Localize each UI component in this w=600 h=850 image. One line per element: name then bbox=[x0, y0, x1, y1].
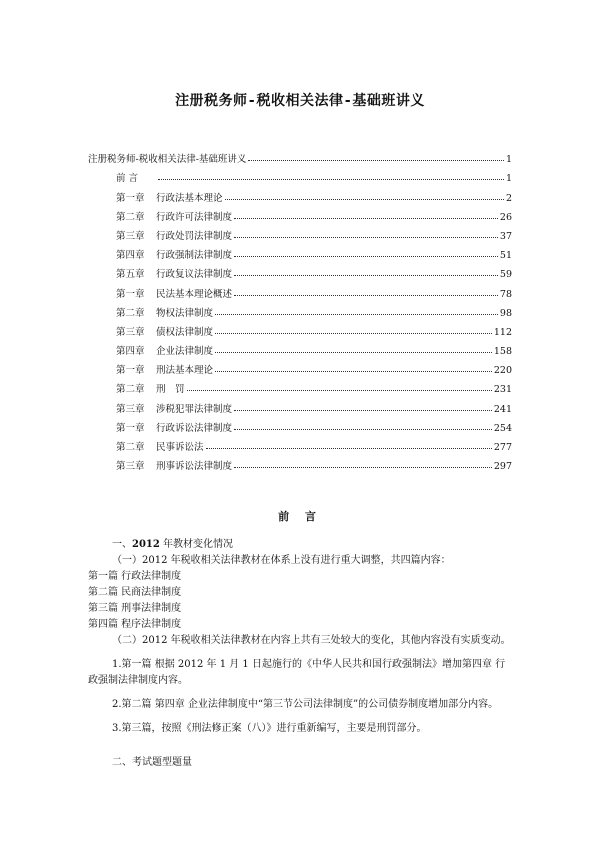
toc-entry-chapter: 第二章 bbox=[116, 442, 145, 453]
part-item: 第三篇 刑事法律制度 bbox=[88, 603, 182, 614]
toc-entry[interactable] bbox=[88, 434, 512, 453]
toc-entry-title: 民事诉讼法 bbox=[156, 442, 204, 453]
toc-leader-dots bbox=[234, 256, 498, 257]
toc-entry[interactable] bbox=[88, 184, 512, 203]
toc-entry-title: 涉税犯罪法律制度 bbox=[156, 403, 233, 415]
toc-leader-dots bbox=[215, 314, 498, 315]
toc-entry-chapter: 第一章 bbox=[116, 192, 145, 204]
toc-entry-page: 98 bbox=[499, 307, 512, 319]
toc-entry[interactable] bbox=[88, 357, 512, 376]
toc-entry-title: 行政法基本理论 bbox=[156, 192, 223, 204]
toc-leader-dots bbox=[234, 218, 498, 219]
toc-entry-page: 78 bbox=[499, 288, 512, 300]
toc-leader-dots bbox=[234, 237, 498, 238]
toc-entry-chapter: 第三章 bbox=[116, 326, 145, 338]
change-item: 2.第二篇 第四章 企业法律制度中“第三节公司法律制度”的公司债券制度增加部分内容。 bbox=[112, 699, 499, 710]
toc-leader-dots bbox=[248, 160, 504, 161]
toc-entry-chapter: 第二章 bbox=[116, 384, 145, 396]
toc-entry-title: 行政处罚法律制度 bbox=[156, 230, 233, 242]
toc-entry-title: 民法基本理论概述 bbox=[156, 288, 233, 300]
toc-leader-dots bbox=[187, 390, 492, 391]
change-item: 3.第三篇，按照《刑法修正案（八）》进行重新编写，主要是刑罚部分。 bbox=[112, 723, 427, 734]
toc-entry[interactable] bbox=[88, 319, 512, 338]
toc-leader-dots bbox=[234, 295, 498, 296]
toc-entry[interactable] bbox=[88, 223, 512, 242]
toc-entry-title: 刑法基本理论 bbox=[156, 365, 214, 377]
toc-entry-title: 行政诉讼法律制度 bbox=[156, 422, 233, 434]
toc-entry-page: 158 bbox=[493, 346, 512, 358]
toc-leader-dots bbox=[234, 467, 492, 468]
toc-entry-chapter: 第四章 bbox=[116, 346, 145, 358]
toc-entry-chapter: 第二章 bbox=[116, 211, 145, 223]
toc-entry[interactable] bbox=[88, 165, 512, 184]
paragraph: （二）2012 年税收相关法律教材在内容上共有三处较大的变化，其他内容没有实质变动。 bbox=[112, 635, 511, 646]
toc-entry-page: 59 bbox=[499, 269, 512, 281]
toc-entry[interactable] bbox=[88, 300, 512, 319]
toc-entry-chapter: 第一章 bbox=[116, 288, 145, 300]
toc-entry-title: 行政复议法律制度 bbox=[156, 269, 233, 281]
toc-entry[interactable] bbox=[88, 453, 512, 472]
toc-leader-dots bbox=[234, 410, 492, 411]
toc-entry-title: 债权法律制度 bbox=[156, 326, 214, 338]
toc-leader-dots bbox=[234, 429, 492, 430]
toc-entry-title: 物权法律制度 bbox=[156, 307, 214, 319]
toc-entry-chapter: 第一章 bbox=[116, 422, 145, 434]
toc-entry[interactable] bbox=[88, 204, 512, 223]
toc-entry-page: 1 bbox=[505, 154, 512, 166]
toc-entry-chapter: 第五章 bbox=[116, 269, 145, 281]
change-item: 1.第一篇 根据 2012 年 1 月 1 日起施行的《中华人民共和国行政强制法》增加第四章 行政强制法律制度内容。 bbox=[88, 659, 506, 686]
paragraph: （一）2012 年税收相关法律教材在体系上没有进行重大调整，共四篇内容： bbox=[112, 555, 451, 566]
toc-entry-title: 注册税务师-税收相关法律-基础班讲义 bbox=[88, 154, 247, 166]
toc-entry-page: 241 bbox=[493, 403, 512, 415]
section-heading-changes: 一、2012 年教材变化情况 bbox=[112, 539, 234, 550]
toc-entry[interactable] bbox=[88, 395, 512, 414]
toc-entry-title: 刑 罚 bbox=[156, 384, 185, 396]
toc-leader-dots bbox=[158, 179, 504, 180]
toc-entry-page: 1 bbox=[505, 173, 512, 185]
toc-entry-chapter: 第三章 bbox=[116, 230, 145, 242]
toc-entry-page: 37 bbox=[499, 230, 512, 242]
toc-entry-chapter: 第二章 bbox=[116, 307, 145, 319]
toc-entry-page: 2 bbox=[505, 192, 512, 204]
toc-entry-page: 220 bbox=[493, 365, 512, 377]
toc-entry-chapter: 第一章 bbox=[116, 365, 145, 377]
year-text: 2012 bbox=[132, 539, 160, 550]
toc-entry-page: 231 bbox=[493, 384, 512, 396]
toc-entry-page: 112 bbox=[493, 326, 512, 338]
toc-entry-page: 51 bbox=[499, 250, 512, 262]
part-item: 第四篇 程序法律制度 bbox=[88, 619, 182, 630]
table-of-contents bbox=[88, 146, 512, 472]
preface-body bbox=[88, 537, 512, 771]
toc-entry[interactable] bbox=[88, 146, 512, 165]
toc-leader-dots bbox=[215, 333, 492, 334]
toc-leader-dots bbox=[215, 352, 492, 353]
document-title: 注册税务师-税收相关法律-基础班讲义 bbox=[175, 93, 425, 109]
section-heading-exam: 二、考试题型题量 bbox=[112, 757, 192, 768]
toc-entry-title: 企业法律制度 bbox=[156, 346, 214, 358]
toc-leader-dots bbox=[225, 199, 504, 200]
toc-entry-chapter: 第三章 bbox=[116, 461, 145, 473]
toc-leader-dots bbox=[206, 448, 492, 449]
toc-entry-page: 297 bbox=[493, 461, 512, 473]
toc-entry-chapter: 第四章 bbox=[116, 250, 145, 262]
toc-entry-page: 277 bbox=[493, 442, 512, 453]
toc-entry[interactable] bbox=[88, 338, 512, 357]
toc-leader-dots bbox=[234, 275, 498, 276]
toc-entry[interactable] bbox=[88, 415, 512, 434]
toc-entry-title: 行政许可法律制度 bbox=[156, 211, 233, 223]
toc-entry[interactable] bbox=[88, 376, 512, 395]
toc-entry-page: 26 bbox=[499, 211, 512, 223]
toc-entry-title: 刑事诉讼法律制度 bbox=[156, 461, 233, 473]
toc-leader-dots bbox=[215, 371, 492, 372]
toc-entry-title: 行政强制法律制度 bbox=[156, 250, 233, 262]
toc-entry[interactable] bbox=[88, 261, 512, 280]
toc-entry-chapter: 第三章 bbox=[116, 403, 145, 415]
toc-entry[interactable] bbox=[88, 242, 512, 261]
toc-entry[interactable] bbox=[88, 280, 512, 299]
toc-entry-chapter: 前 言 bbox=[116, 173, 139, 185]
part-item: 第二篇 民商法律制度 bbox=[88, 587, 182, 598]
part-item: 第一篇 行政法律制度 bbox=[88, 571, 182, 582]
preface-heading: 前 言 bbox=[278, 510, 322, 523]
toc-entry-page: 254 bbox=[493, 422, 512, 434]
